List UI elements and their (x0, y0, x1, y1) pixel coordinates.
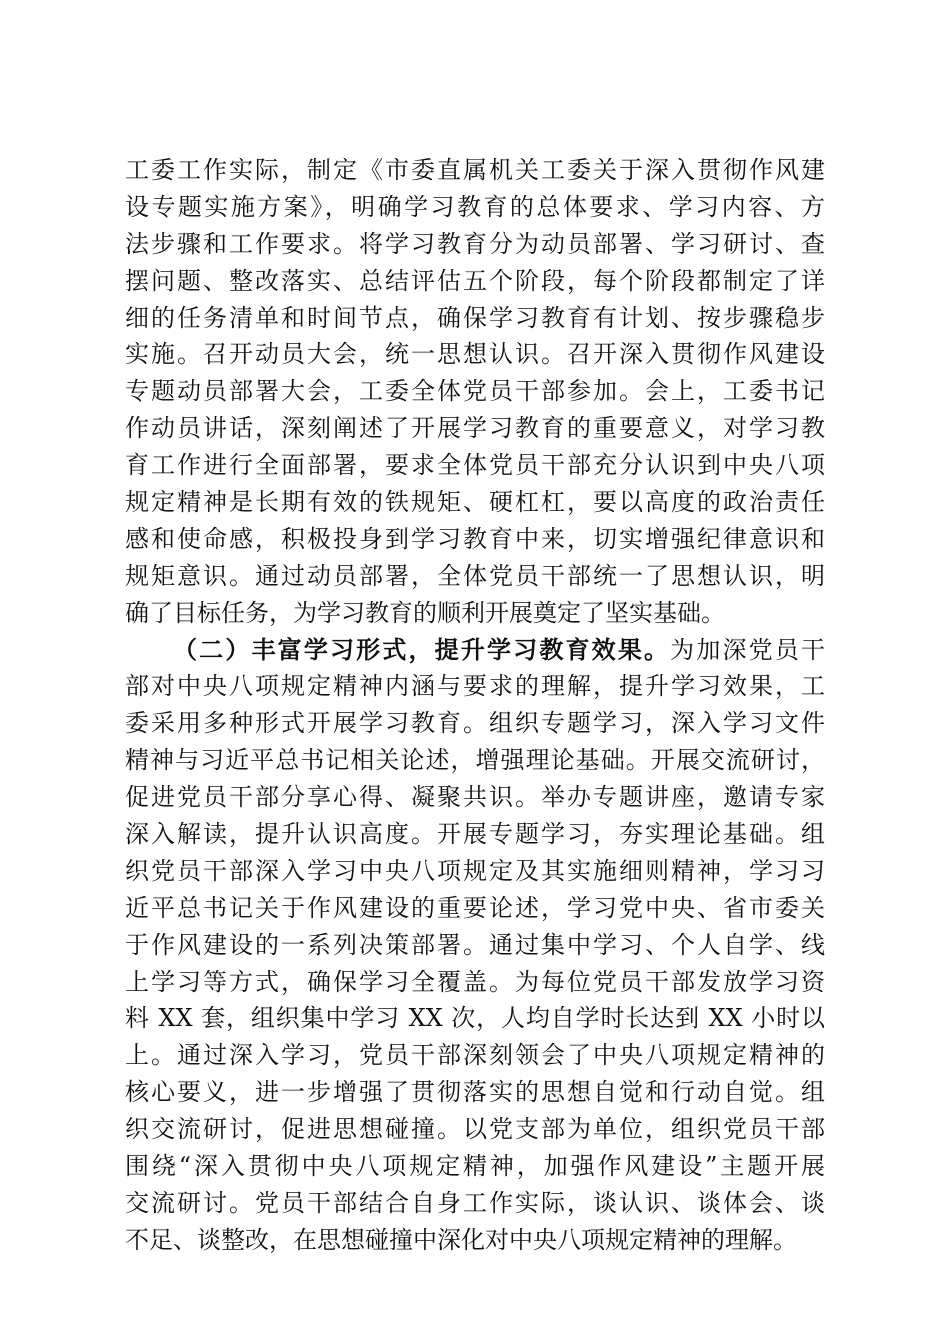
text-line: 交流研讨。党员干部结合自身工作实际，谈认识、谈体会、谈 (125, 1188, 825, 1217)
text-run: 为加深党员干 (670, 635, 826, 664)
text-line: 细的任务清单和时间节点，确保学习教育有计划、按步骤稳步 (125, 303, 825, 332)
text-line: 织交流研讨，促进思想碰撞。以党支部为单位，组织党员干部 (125, 1115, 825, 1144)
text-line: 法步骤和工作要求。将学习教育分为动员部署、学习研讨、查 (125, 229, 825, 258)
text-line: 设专题实施方案》，明确学习教育的总体要求、学习内容、方 (125, 192, 825, 221)
text-line: 近平总书记关于作风建设的重要论述，学习党中央、省市委关 (125, 893, 825, 922)
text-line: 深入解读，提升认识高度。开展专题学习，夯实理论基础。组 (125, 820, 825, 849)
text-line: 精神与习近平总书记相关论述，增强理论基础。开展交流研讨， (125, 746, 825, 775)
document-body (125, 152, 825, 1259)
paragraph-2-first-line (125, 632, 825, 669)
text-line: 感和使命感，积极投身到学习教育中来，切实增强纪律意识和 (125, 524, 825, 553)
text-line: 摆问题、整改落实、总结评估五个阶段，每个阶段都制定了详 (125, 266, 825, 295)
text-line: 实施。召开动员大会，统一思想认识。召开深入贯彻作风建设 (125, 340, 825, 369)
text-line: 核心要义，进一步增强了贯彻落实的思想自觉和行动自觉。组 (125, 1078, 825, 1107)
text-line: 专题动员部署大会，工委全体党员干部参加。会上，工委书记 (125, 377, 825, 406)
text-line: 委采用多种形式开展学习教育。组织专题学习，深入学习文件 (125, 709, 825, 738)
paragraph-1 (125, 152, 825, 632)
text-line: 上学习等方式，确保学习全覆盖。为每位党员干部发放学习资 (125, 967, 825, 996)
text-line: 上。通过深入学习，党员干部深刻领会了中央八项规定精神的 (125, 1041, 825, 1070)
section-heading: （二）丰富学习形式，提升学习教育效果。 (173, 634, 671, 664)
paragraph-2 (125, 632, 825, 1259)
text-line: 围绕“深入贯彻中央八项规定精神，加强作风建设”主题开展 (125, 1152, 825, 1181)
text-line: 部对中央八项规定精神内涵与要求的理解，提升学习效果，工 (125, 672, 825, 701)
text-line: 育工作进行全面部署，要求全体党员干部充分认识到中央八项 (125, 451, 825, 480)
text-line: 不足、谈整改，在思想碰撞中深化对中央八项规定精神的理解。 (125, 1225, 797, 1254)
text-line: 确了目标任务，为学习教育的顺利开展奠定了坚实基础。 (125, 598, 725, 627)
text-line: 工委工作实际，制定《市委直属机关工委关于深入贯彻作风建 (125, 156, 825, 184)
text-line: 作动员讲话，深刻阐述了开展学习教育的重要意义，对学习教 (125, 414, 825, 443)
text-line: 料 XX 套，组织集中学习 XX 次，人均自学时长达到 XX 小时以 (125, 1004, 825, 1033)
text-line: 织党员干部深入学习中央八项规定及其实施细则精神，学习习 (125, 856, 825, 885)
text-line: 促进党员干部分享心得、凝聚共识。举办专题讲座，邀请专家 (125, 783, 825, 812)
text-line: 规矩意识。通过动员部署，全体党员干部统一了思想认识，明 (125, 561, 825, 590)
text-line: 于作风建设的一系列决策部署。通过集中学习、个人自学、线 (125, 930, 825, 959)
text-line: 规定精神是长期有效的铁规矩、硬杠杠，要以高度的政治责任 (125, 488, 825, 517)
